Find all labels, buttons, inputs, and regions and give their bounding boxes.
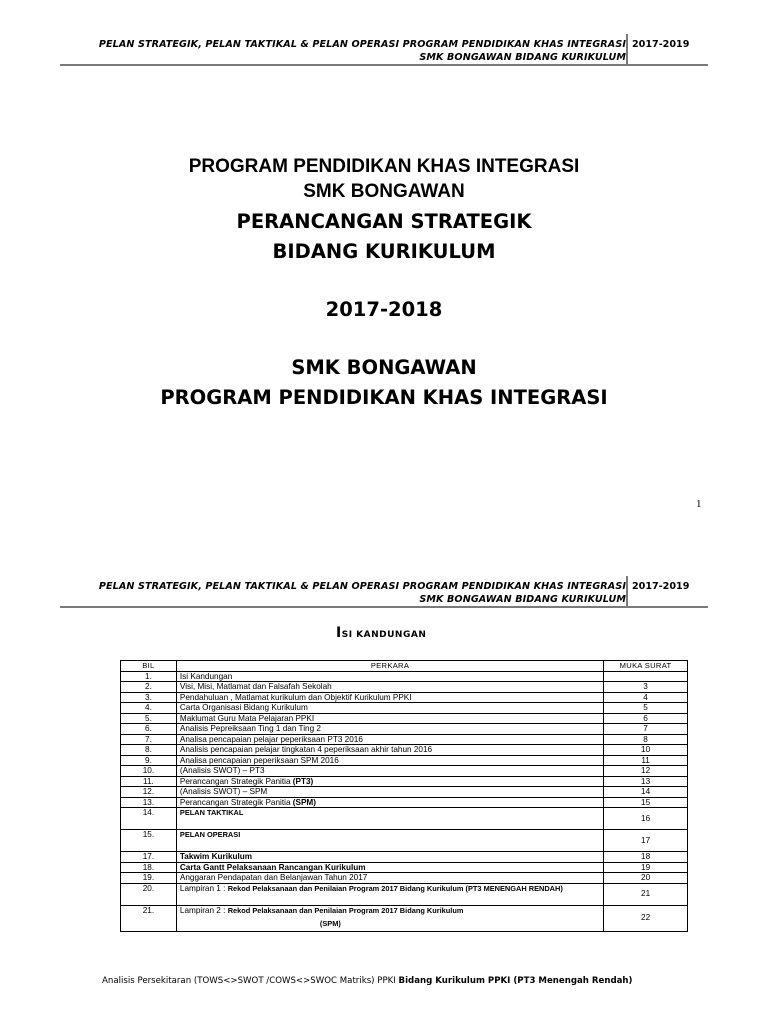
header-divider: [626, 576, 628, 608]
row-perkara: Visi, Misi, Matlamat dan Falsafah Sekolah: [176, 682, 603, 693]
row-bil: 8.: [121, 745, 177, 756]
page-footer: [102, 976, 632, 986]
footer-bold: Bidang Kurikulum PPKI (PT3 Menengah Rendah): [398, 976, 633, 986]
cover-year: 2017-2018: [325, 298, 443, 321]
table-row: [121, 682, 688, 693]
table-row: [121, 797, 688, 808]
header-line1: PELAN STRATEGIK, PELAN TAKTIKAL & PELAN OPERASI PROGRAM PENDIDIKAN KHAS INTEGRASI: [98, 39, 626, 50]
row-bil: 17.: [121, 852, 177, 863]
header-line1: PELAN STRATEGIK, PELAN TAKTIKAL & PELAN OPERASI PROGRAM PENDIDIKAN KHAS INTEGRASI: [98, 581, 626, 592]
row-muka: 10: [604, 745, 688, 756]
row-bil: 11.: [121, 776, 177, 787]
row-perkara-bold: (SPM): [292, 797, 316, 807]
col-bil-header: BIL: [121, 661, 177, 672]
row-perkara-text: Perancangan Strategik Panitia: [179, 776, 293, 786]
table-row: [121, 671, 688, 682]
row-bil: 1.: [121, 671, 177, 682]
row-perkara-bold: (PT3): [292, 776, 314, 786]
toc-title-rest: SI KANDUNGAN: [341, 630, 427, 640]
row-bil: 12.: [121, 787, 177, 798]
row-bil: 18.: [121, 862, 177, 873]
table-row: [121, 766, 688, 777]
header-year: 2017-2019: [632, 581, 690, 592]
row-muka: 15: [604, 797, 688, 808]
row-perkara: Isi Kandungan: [176, 671, 603, 682]
row-perkara-bold: Rekod Pelaksanaan dan Penilaian Program 2017 Bidang Kurikulum (PT3 MENENGAH RENDAH): [227, 883, 563, 893]
row-perkara: PELAN TAKTIKAL: [176, 808, 603, 830]
table-row: [121, 787, 688, 798]
table-row: [121, 862, 688, 873]
header-title: [99, 580, 626, 606]
row-perkara: Carta Gantt Pelaksanaan Rancangan Kurikulum: [176, 862, 603, 873]
row-perkara: Carta Organisasi Bidang Kurikulum: [176, 703, 603, 714]
table-row: [121, 808, 688, 830]
row-bil: 2.: [121, 682, 177, 693]
row-bil: 13.: [121, 797, 177, 808]
header-title: [99, 38, 626, 64]
table-row: [121, 873, 688, 884]
row-perkara: Pendahuluan , Matlamat kurikulum dan Objektif Kurikulum PPKI: [176, 692, 603, 703]
cover-line6: PROGRAM PENDIDIKAN KHAS INTEGRASI: [160, 386, 608, 409]
header-year: 2017-2019: [632, 39, 690, 50]
cover-line5: SMK BONGAWAN: [291, 356, 477, 379]
cover-line2: SMK BONGAWAN: [303, 181, 465, 202]
table-row: [121, 745, 688, 756]
row-muka: 22: [604, 905, 688, 931]
row-perkara: Analisa pencapaian peperiksaan SPM 2016: [176, 755, 603, 766]
toc-table: [120, 660, 688, 932]
col-perkara-header: PERKARA: [176, 661, 603, 672]
row-bil: 4.: [121, 703, 177, 714]
row-muka: 14: [604, 787, 688, 798]
table-row: [121, 734, 688, 745]
row-muka: 8: [604, 734, 688, 745]
row-muka: 16: [604, 808, 688, 830]
row-perkara: [176, 797, 603, 808]
table-row: [121, 852, 688, 863]
row-perkara: Analisis pencapaian pelajar tingkatan 4 peperiksaan akhir tahun 2016: [176, 745, 603, 756]
table-row: [121, 883, 688, 905]
row-perkara: [176, 905, 603, 931]
row-bil: 19.: [121, 873, 177, 884]
cover-line3: PERANCANGAN STRATEGIK: [236, 210, 532, 233]
row-perkara: [176, 883, 603, 905]
row-perkara-text: Perancangan Strategik Panitia: [179, 797, 293, 807]
row-bil: 5.: [121, 713, 177, 724]
row-muka: 4: [604, 692, 688, 703]
row-perkara: [176, 776, 603, 787]
table-row: [121, 692, 688, 703]
row-perkara-bold2: (SPM): [319, 918, 341, 928]
table-row: [121, 755, 688, 766]
row-perkara-text: Lampiran 2 :: [179, 905, 228, 915]
row-bil: 3.: [121, 692, 177, 703]
row-bil: 20.: [121, 883, 177, 905]
table-row: [121, 830, 688, 852]
row-bil: 6.: [121, 724, 177, 735]
row-bil: 21.: [121, 905, 177, 931]
row-bil: 15.: [121, 830, 177, 852]
row-perkara-bold: Rekod Pelaksanaan dan Penilaian Program 2017 Bidang Kurikulum: [227, 905, 464, 915]
row-muka: 20: [604, 873, 688, 884]
table-row: [121, 776, 688, 787]
table-row: [121, 713, 688, 724]
row-perkara-text: Lampiran 1 :: [179, 883, 228, 893]
row-muka: 18: [604, 852, 688, 863]
toc-title: [336, 625, 426, 641]
row-muka: [604, 671, 688, 682]
row-perkara: Analisis Pepreiksaan Ting 1 dan Ting 2: [176, 724, 603, 735]
row-muka: 19: [604, 862, 688, 873]
row-perkara: Analisa pencapaian pelajar peperiksaan PT3 2016: [176, 734, 603, 745]
row-bil: 9.: [121, 755, 177, 766]
row-bil: 10.: [121, 766, 177, 777]
row-muka: 3: [604, 682, 688, 693]
table-row: [121, 724, 688, 735]
toc-header-row: [121, 661, 688, 672]
row-perkara: (Analisis SWOT) – PT3: [176, 766, 603, 777]
row-bil: 7.: [121, 734, 177, 745]
row-bil: 14.: [121, 808, 177, 830]
row-perkara: (Analisis SWOT) – SPM: [176, 787, 603, 798]
table-row: [121, 703, 688, 714]
row-muka: 17: [604, 830, 688, 852]
header-divider: [626, 34, 628, 66]
row-muka: 12: [604, 766, 688, 777]
row-muka: 21: [604, 883, 688, 905]
row-muka: 7: [604, 724, 688, 735]
row-muka: 11: [604, 755, 688, 766]
page-header-top: [60, 34, 708, 66]
toc-title-cap: I: [336, 625, 342, 641]
row-perkara: Takwim Kurikulum: [176, 852, 603, 863]
table-row: [121, 905, 688, 931]
header-line2: SMK BONGAWAN BIDANG KURIKULUM: [419, 52, 626, 63]
page-header-second: [60, 576, 708, 608]
header-line2: SMK BONGAWAN BIDANG KURIKULUM: [419, 594, 626, 605]
col-muka-header: MUKA SURAT: [604, 661, 688, 672]
cover-line4: BIDANG KURIKULUM: [272, 240, 496, 263]
footer-normal: Analisis Persekitaran (TOWS<>SWOT /COWS<>SWOC Matriks) PPKI: [102, 976, 399, 986]
row-muka: 5: [604, 703, 688, 714]
row-perkara: Maklumat Guru Mata Pelajaran PPKI: [176, 713, 603, 724]
row-muka: 6: [604, 713, 688, 724]
page-number: 1: [696, 498, 702, 510]
row-perkara: PELAN OPERASI: [176, 830, 603, 852]
row-perkara: Anggaran Pendapatan dan Belanjawan Tahun 2017: [176, 873, 603, 884]
row-muka: 13: [604, 776, 688, 787]
cover-line1: PROGRAM PENDIDIKAN KHAS INTEGRASI: [188, 156, 580, 177]
